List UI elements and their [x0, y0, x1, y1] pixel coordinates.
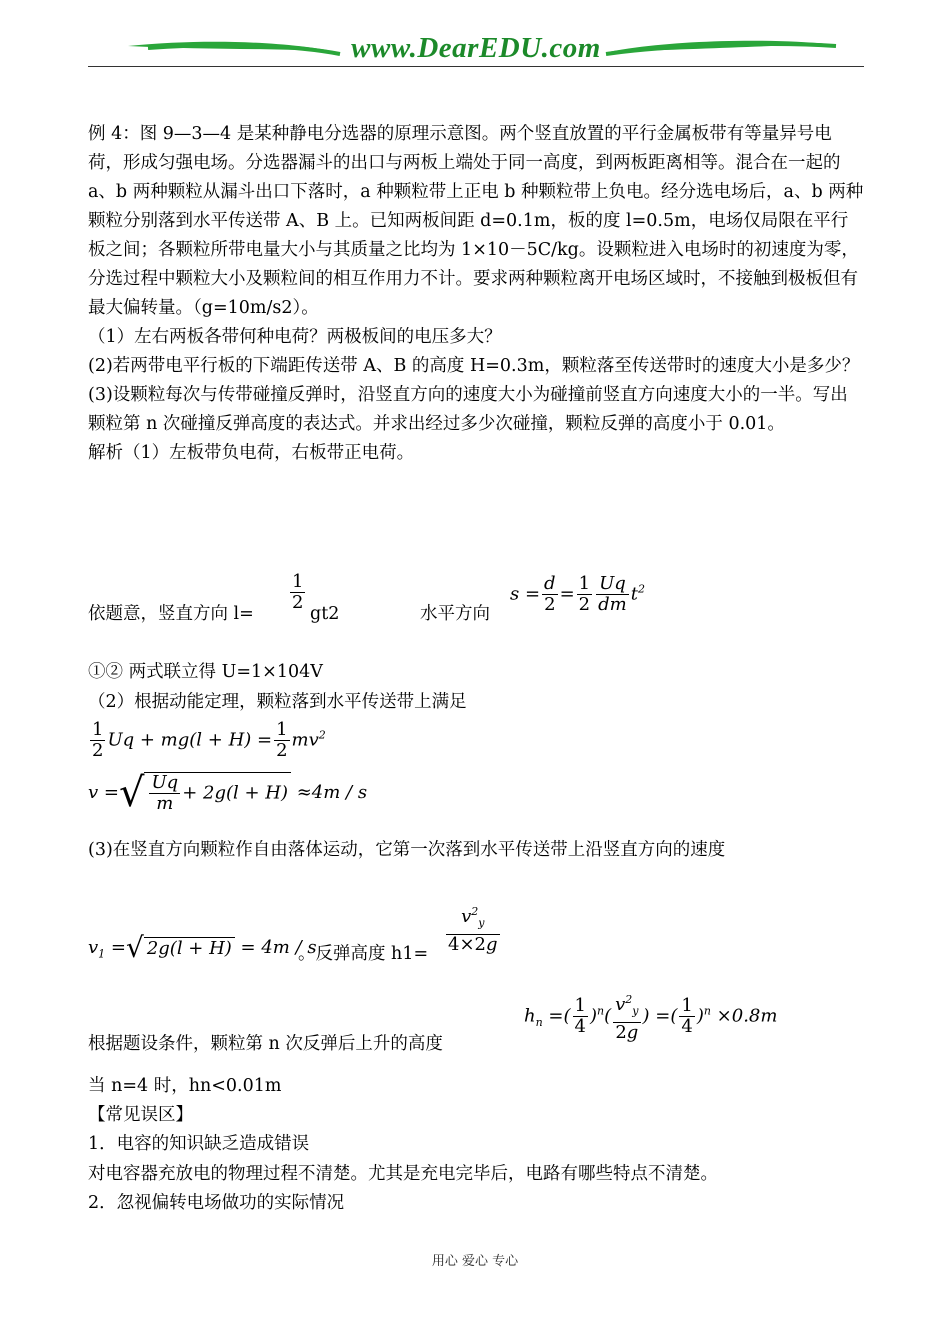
mistake-2-title: 2．忽视偏转电场做功的实际情况: [88, 1193, 345, 1213]
nth-height-label: 根据题设条件，颗粒第 n 次反弹后上升的高度: [88, 1034, 443, 1054]
equation-line-1: [88, 570, 864, 630]
first-velocity-equation: $v_1$ =√ 2g(l + H) = 4m / s: [88, 931, 317, 964]
answer-1-result: ①② 两式联立得 U=1×104V: [88, 662, 323, 682]
question-2: (2)若两带电平行板的下端距传送带 A、B 的高度 H=0.3m，颗粒落至传送带时的速度大小是多少？: [88, 356, 860, 376]
rebound-height-fraction: $\frac{v^2_y}{4\times 2g}$: [444, 902, 502, 955]
vertical-direction-suffix: gt2: [310, 604, 340, 624]
answer-2: （2）根据动能定理，颗粒落到水平传送带上满足: [88, 692, 467, 712]
velocity-equation: v =√ $\frac{Uq}{m}$ + 2g(l + H) ≈4m / s: [88, 770, 368, 816]
header-divider: [88, 66, 864, 67]
question-3: (3)设颗粒每次与传带碰撞反弹时，沿竖直方向的速度大小为碰撞前竖直方向速度大小的一半。写出颗粒第 n 次碰撞反弹高度的表达式。并求出经过多少次碰撞，颗粒反弹的高度小于 0.01。: [88, 385, 848, 434]
answer-3-result: 当 n=4 时，hn<0.01m: [88, 1076, 282, 1096]
vertical-direction-prefix: 依题意，竖直方向 l=: [88, 604, 254, 624]
nth-height-equation: $h_n$ =( $\frac{1}{4}$ )$^n$( $\frac{v^2_y}{2g}$ ) =( $\frac{1}{4}$ )$^n$ ×0.8m: [524, 990, 777, 1043]
rebound-height-label: 。反弹高度 h1=: [298, 944, 429, 964]
energy-equation: $\frac{1}{2}$ Uq + mg(l + H) = $\frac{1}{2}$ $mv^2$: [92, 719, 326, 761]
fraction-one-half: $\frac{1}{2}$: [292, 571, 304, 613]
horizontal-equation: s = $\frac{d}{2}$ = $\frac{1}{2}$ $\frac{Uq}{dm}$ $t^2$: [510, 573, 645, 615]
document-body: [88, 120, 864, 468]
mistake-1-title: 1．电容的知识缺乏造成错误: [88, 1134, 310, 1154]
site-logo-text[interactable]: www.DearEDU.com: [351, 32, 601, 64]
page-footer: 用心 爱心 专心: [431, 1254, 519, 1269]
problem-statement: 例 4：图 9—3—4 是某种静电分选器的原理示意图。两个竖直放置的平行金属板带有等量异号电荷，形成匀强电场。分选器漏斗的出口与两板上端处于同一高度，到两板距离相等。混合在一起的 a、b 两种颗粒从漏斗出口下落时，a 种颗粒带上正电 b 种颗粒带上负电。经分选电场后，a、b 两种颗粒分别落到水平传送带 A、B 上。已知两板间距 d=0.1m，板的度 l=0.5m，电场仅局限在平行板之间；各颗粒所带电量大小与其质量之比均为 1×10－5C/kg。设颗粒进入电场时的初速度为零，分选过程中颗粒大小及颗粒间的相互作用力不计。要求两种颗粒离开电场区域时，不接触到极板但有最大偏转量。（g=10m/s2）。: [88, 124, 864, 318]
mistake-1-text: 对电容器充放电的物理过程不清楚。尤其是充电完毕后，电路有哪些特点不清楚。: [88, 1164, 718, 1184]
answer-1: 解析（1）左板带负电荷，右板带正电荷。: [88, 443, 415, 463]
horizontal-direction-prefix: 水平方向: [420, 604, 490, 624]
question-1: （1）左右两板各带何种电荷？两极板间的电压多大？: [88, 327, 502, 347]
common-mistakes-title: 【常见误区】: [88, 1105, 193, 1125]
answer-3: (3)在竖直方向颗粒作自由落体运动，它第一次落到水平传送带上沿竖直方向的速度: [88, 840, 726, 860]
